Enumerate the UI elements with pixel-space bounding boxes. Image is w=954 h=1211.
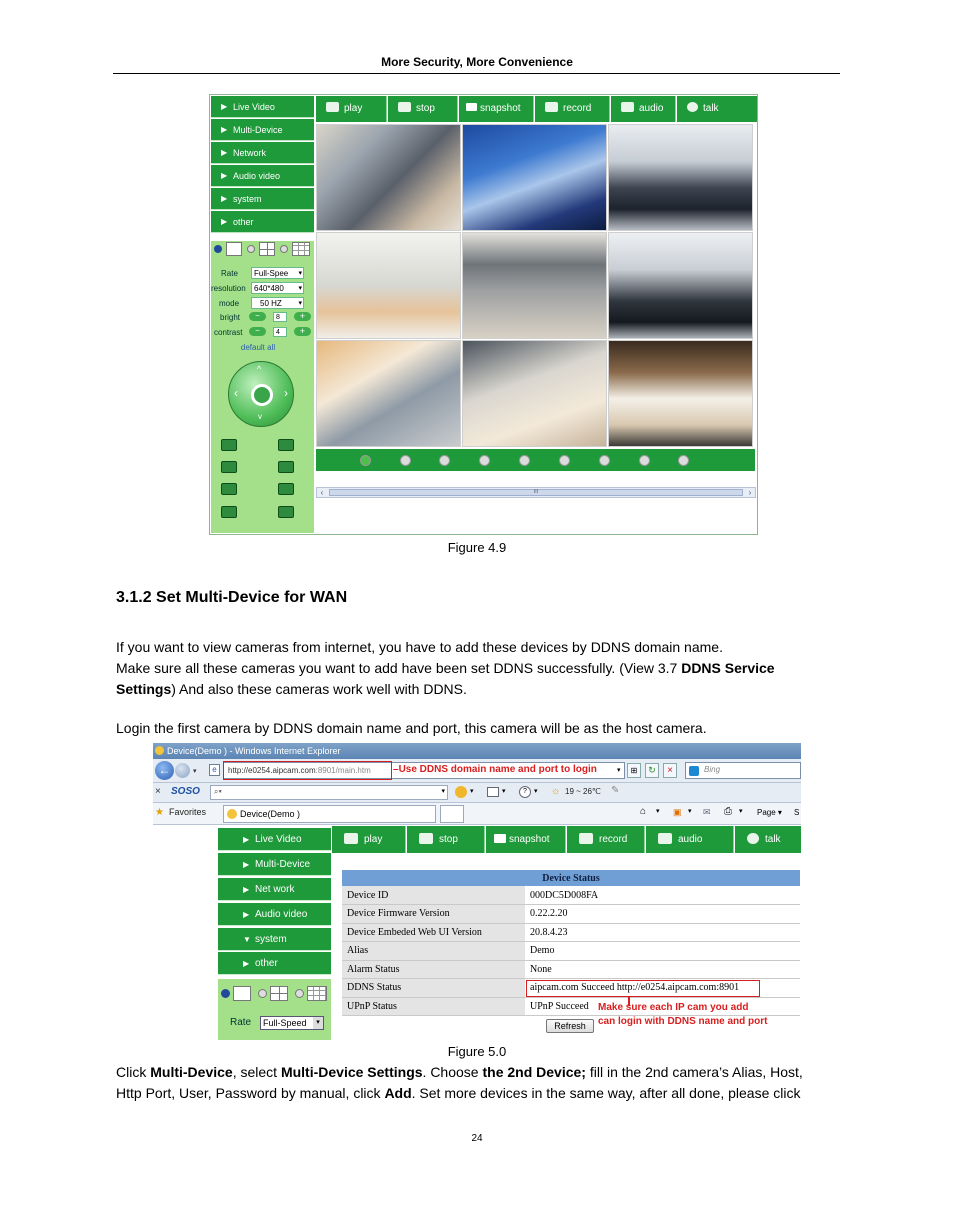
chevron-down-icon[interactable]: ▾ — [688, 808, 692, 815]
mode-label: mode — [219, 299, 240, 308]
video-channel-8[interactable] — [462, 340, 607, 447]
record-button[interactable]: record — [535, 96, 610, 122]
talk-button[interactable]: talk — [677, 96, 757, 122]
table-row: Alarm Status None — [342, 960, 800, 979]
chevron-down-icon[interactable]: ▾ — [502, 788, 506, 795]
favorites-star-icon[interactable]: ★ — [155, 807, 164, 818]
channel-1-dot[interactable] — [360, 455, 371, 466]
layout-4-radio[interactable] — [247, 245, 255, 253]
contrast-increase-button[interactable]: + — [294, 327, 311, 336]
browser-title-bar: Device(Demo ) - Windows Internet Explorer — [153, 743, 801, 759]
channel-3-dot[interactable] — [439, 455, 450, 466]
ptz-center-icon[interactable] — [251, 384, 273, 406]
address-annotation: –Use DDNS domain name and port to login — [393, 764, 597, 775]
help-icon[interactable]: ? — [519, 786, 531, 798]
menu-other[interactable]: ▶ other — [211, 211, 314, 233]
speaker-icon — [621, 102, 634, 112]
video-channel-5[interactable] — [462, 232, 607, 339]
close-toolbar-icon[interactable]: × — [155, 786, 161, 797]
resolution-select[interactable]: 640*480 ▾ — [251, 282, 304, 294]
chevron-down-icon[interactable]: ▾ — [656, 808, 660, 815]
text-run: , select — [232, 1064, 281, 1080]
text-run: . Set more devices in the same way, after all done, please click — [411, 1085, 801, 1101]
menu-multi-device[interactable]: ▶ Multi-Device — [218, 853, 331, 876]
text-run: Http Port, User, Password by manual, click — [116, 1085, 385, 1101]
bright-value: 8 — [273, 312, 287, 322]
refresh-icon[interactable]: ↻ — [645, 763, 659, 778]
stop-icon — [419, 833, 433, 844]
favorites-bar — [153, 803, 801, 825]
compat-view-icon[interactable]: ⊞ — [627, 763, 641, 778]
channel-9-dot[interactable] — [678, 455, 689, 466]
ddns-status-highlight-box — [526, 980, 760, 997]
video-camera-icon — [579, 833, 593, 844]
print-icon[interactable]: ⎙ — [724, 806, 732, 817]
menu-system[interactable]: ▼ system — [218, 928, 331, 951]
feeds-icon[interactable]: ▣ — [673, 807, 682, 817]
page-header-title: More Security, More Convenience — [381, 55, 573, 69]
menu-other[interactable]: ▶ other — [218, 952, 331, 975]
camera-icon — [493, 833, 507, 844]
contrast-value: 4 — [273, 327, 287, 337]
menu-multi-device[interactable]: ▶ Multi-Device — [211, 119, 314, 141]
text-run: . Choose — [422, 1064, 483, 1080]
channel-selector-bar — [316, 449, 755, 471]
refresh-button[interactable]: Refresh — [546, 1019, 594, 1033]
channel-4-dot[interactable] — [479, 455, 490, 466]
figure-5-0-screenshot — [153, 743, 801, 1040]
rate-select[interactable]: Full-Spee ▾ — [251, 267, 304, 279]
search-input[interactable]: Bing — [685, 762, 801, 779]
home-icon[interactable]: ⌂ — [640, 806, 647, 817]
page-number: 24 — [471, 1133, 483, 1144]
video-channel-4[interactable] — [316, 232, 461, 339]
video-channel-7[interactable] — [316, 340, 461, 447]
bright-decrease-button[interactable]: − — [249, 312, 266, 321]
camera-icon — [465, 102, 478, 112]
chevron-right-icon[interactable]: › — [284, 386, 288, 400]
speaker-icon — [658, 833, 672, 844]
microphone-icon — [687, 102, 698, 112]
device-status-title: Device Status — [342, 870, 800, 886]
rate-label: Rate — [230, 1017, 252, 1028]
contrast-decrease-button[interactable]: − — [249, 327, 266, 336]
control-panel — [218, 979, 331, 1040]
rate-label: Rate — [221, 269, 238, 278]
bold-text: Multi-Device Settings — [280, 1064, 423, 1080]
smile-icon[interactable] — [455, 786, 467, 798]
read-mail-icon[interactable]: ✉ — [703, 807, 711, 817]
table-row: Alias Demo — [342, 942, 800, 961]
zoom-out-button[interactable] — [278, 461, 294, 473]
video-channel-3[interactable] — [608, 124, 753, 231]
layout-9-radio[interactable] — [295, 989, 304, 998]
play-icon — [326, 102, 339, 112]
play-button[interactable]: play — [332, 826, 406, 853]
play-button[interactable]: play — [316, 96, 387, 122]
forward-button[interactable] — [175, 763, 190, 778]
nine-view-icon — [292, 242, 310, 256]
contrast-label: contrast — [214, 328, 243, 337]
quad-view-icon — [259, 242, 275, 256]
stop-button[interactable]: stop — [407, 826, 485, 853]
horizontal-scrollbar[interactable] — [316, 487, 756, 498]
scrollbar-thumb[interactable]: III — [329, 489, 743, 496]
chevron-down-icon[interactable]: ▾ — [617, 767, 621, 774]
chevron-down-icon[interactable]: ▾ — [193, 768, 197, 775]
annotation-line-1: Make sure each IP cam you add — [598, 1002, 749, 1013]
text-run: Click — [116, 1064, 151, 1080]
chevron-down-icon: ▾ — [298, 285, 302, 292]
chevron-down-icon[interactable]: ▾ — [441, 788, 445, 795]
chevron-down-icon[interactable]: ▾ — [534, 788, 538, 795]
preset-1-button[interactable] — [221, 439, 237, 451]
horizontal-patrol-button[interactable] — [221, 483, 237, 495]
menu-network[interactable]: ▶ Net work — [218, 878, 331, 901]
paragraph-line: If you want to view cameras from internet, you have to add these devices by DDNS domain name. — [116, 639, 723, 655]
rate-select[interactable]: Full-Speed ▾ — [260, 1016, 324, 1030]
audio-button[interactable]: audio — [611, 96, 676, 122]
snapshot-button[interactable]: snapshot — [486, 826, 566, 853]
chevron-left-icon[interactable]: ‹ — [234, 386, 238, 400]
menu-system[interactable]: ▶ system — [211, 188, 314, 210]
figure-4-9-caption: Figure 4.9 — [447, 540, 507, 555]
address-bar[interactable]: http://e0254.aipcam.com:8901/main.htm — [223, 762, 625, 779]
table-row: Device ID 000DC5D008FA — [342, 886, 800, 905]
scroll-left-icon[interactable]: ‹ — [320, 488, 324, 497]
ie-logo-icon — [227, 809, 237, 819]
layout-1-radio[interactable] — [214, 245, 222, 253]
bing-logo-icon — [689, 766, 699, 776]
chevron-down-icon: ▾ — [298, 270, 302, 277]
text-run: fill in the 2nd camera’s Alias, Host, — [585, 1064, 803, 1080]
new-tab-button[interactable] — [440, 805, 464, 823]
bright-increase-button[interactable]: + — [294, 312, 311, 321]
toolbar-bar: × SOSO ⌕▾ ▾ ▾ ▾ ? ▾ ☼ 19 ~ 26℃ ✎ — [153, 783, 801, 803]
chevron-down-icon[interactable]: ▾ — [739, 808, 743, 815]
video-channel-2[interactable] — [462, 124, 607, 231]
talk-button[interactable]: talk — [735, 826, 801, 853]
favorites-label[interactable]: Favorites — [169, 807, 207, 817]
paragraph-line — [116, 1083, 846, 1104]
stop-icon — [398, 102, 411, 112]
vertical-patrol-button[interactable] — [278, 483, 294, 495]
stop-patrol-button[interactable] — [221, 506, 237, 518]
figure-5-0-caption: Figure 5.0 — [447, 1044, 507, 1059]
channel-2-dot[interactable] — [400, 455, 411, 466]
menu-audio-video[interactable]: ▶ Audio video — [218, 903, 331, 926]
browser-tab[interactable]: Device(Demo ) — [223, 805, 436, 823]
paragraph-line: Settings) And also these cameras work well with DDNS. — [116, 681, 467, 697]
channel-7-dot[interactable] — [599, 455, 610, 466]
record-button[interactable]: record — [567, 826, 645, 853]
microphone-icon — [747, 833, 759, 844]
video-camera-icon — [545, 102, 558, 112]
figure-4-9-screenshot — [209, 94, 758, 535]
video-channel-1[interactable] — [316, 124, 461, 231]
layout-4-radio[interactable] — [258, 989, 267, 998]
table-row: Device Embeded Web UI Version 20.8.4.23 — [342, 923, 800, 942]
page-menu[interactable]: Page ▾ — [757, 808, 782, 817]
table-row: UPnP Status UPnP Succeed — [342, 997, 800, 1016]
toolbar-search-input[interactable] — [210, 785, 448, 800]
video-channel-9[interactable] — [608, 340, 753, 447]
play-icon — [344, 833, 358, 844]
resolution-label: resolution — [211, 284, 246, 293]
bright-label: bright — [220, 313, 241, 322]
scroll-right-icon[interactable]: › — [748, 488, 752, 497]
channel-5-dot[interactable] — [519, 455, 530, 466]
table-row: DDNS Status aipcam.com Succeed http://e0254.aipcam.com:8901 — [342, 979, 800, 998]
channel-8-dot[interactable] — [639, 455, 650, 466]
menu-live-video[interactable]: ▶ Live Video — [211, 96, 314, 118]
header-rule — [113, 73, 840, 74]
layout-1-radio[interactable] — [221, 989, 230, 998]
chevron-up-icon[interactable]: ^ — [257, 364, 262, 374]
back-button[interactable]: ← — [155, 761, 174, 780]
video-channel-6[interactable] — [608, 232, 753, 339]
control-panel — [211, 241, 314, 533]
mode-select[interactable]: 50 HZ ▾ — [251, 297, 304, 309]
menu-network[interactable]: ▶ Network — [211, 142, 314, 164]
menu-live-video[interactable]: ▶ Live Video — [218, 828, 331, 851]
ie-logo-icon — [155, 746, 164, 755]
layout-9-radio[interactable] — [280, 245, 288, 253]
bold-text: Add — [384, 1085, 412, 1101]
ptz-direction-pad[interactable] — [228, 361, 294, 427]
paragraph-line: Make sure all these cameras you want to add have been set DDNS successfully. (View 3.7 DDNS Service — [116, 660, 775, 676]
weather-sun-icon: ☼ — [551, 786, 561, 797]
channel-6-dot[interactable] — [559, 455, 570, 466]
single-view-icon — [233, 986, 251, 1001]
nine-view-icon — [307, 986, 327, 1001]
zoom-in-button[interactable] — [221, 461, 237, 473]
soso-logo: SOSO — [171, 786, 200, 797]
menu-audio-video[interactable]: ▶ Audio video — [211, 165, 314, 187]
paragraph-line: Login the first camera by DDNS domain name and port, this camera will be as the host camera. — [116, 720, 707, 736]
bold-text: the 2nd Device; — [482, 1064, 586, 1080]
chevron-down-icon: ▾ — [313, 1017, 323, 1029]
preset-2-button[interactable] — [278, 439, 294, 451]
bold-text: Multi-Device — [150, 1064, 233, 1080]
annotation-line-2: can login with DDNS name and port — [598, 1016, 768, 1027]
mail-icon[interactable] — [487, 787, 499, 797]
tools-icon[interactable]: ✎ — [611, 785, 620, 796]
chevron-down-icon: ▾ — [298, 300, 302, 307]
section-heading: 3.1.2 Set Multi-Device for WAN — [116, 589, 348, 606]
single-view-icon — [226, 242, 242, 256]
audio-button[interactable]: audio — [646, 826, 734, 853]
snapshot-button[interactable]: snapshot — [459, 96, 534, 122]
page-icon: e — [209, 764, 220, 776]
address-highlight-box — [223, 761, 392, 780]
default-all-link[interactable]: default all — [240, 343, 276, 352]
paragraph-line — [116, 1062, 846, 1083]
safety-menu[interactable]: S — [794, 808, 800, 817]
table-row: Device Firmware Version 0.22.2.20 — [342, 905, 800, 924]
search-icon: ⌕▾ — [214, 787, 222, 796]
chevron-down-icon[interactable]: ▾ — [470, 788, 474, 795]
quad-view-icon — [270, 986, 288, 1001]
stop-button[interactable]: stop — [388, 96, 458, 122]
close-icon[interactable]: × — [663, 763, 677, 778]
chevron-down-icon[interactable]: v — [258, 412, 262, 421]
io-button[interactable] — [278, 506, 294, 518]
